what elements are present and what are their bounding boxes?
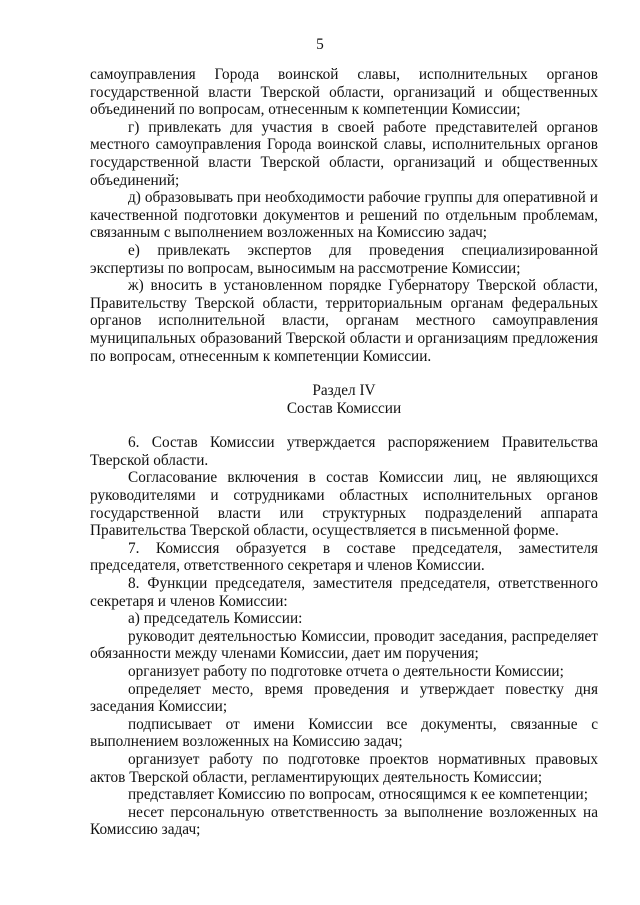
paragraph: д) образовывать при необходимости рабочие группы для оперативной и качественной подготовки документов и решений по отдельным проблемам, связанным с выполнением возложенных на Комиссию задач; [90, 189, 598, 242]
paragraph: организует работу по подготовке отчета о деятельности Комиссии; [128, 663, 564, 680]
paragraph: представляет Комиссию по вопросам, относящимся к ее компетенции; [128, 786, 588, 804]
paragraph: определяет место, время проведения и утверждает повестку дня заседания Комиссии; [90, 680, 598, 716]
paragraph: Согласование включения в состав Комиссии лиц, не являющихся руководителями и сотрудниками областных исполнительных органов государственной власти или структурных подразделений аппарата Правительства Тверской области, осуществляется в письменной форме. [90, 469, 598, 540]
paragraph: 6. Состав Комиссии утверждается распоряжением Правительства Тверской области. [90, 434, 598, 469]
document-body [90, 66, 598, 839]
paragraph: несет персональную ответственность за выполнение возложенных на Комиссию задач; [90, 803, 598, 839]
paragraph: е) привлекать экспертов для проведения специализированной экспертизы по вопросам, выносимым на рассмотрение Комиссии; [90, 241, 598, 277]
paragraph: подписывает от имени Комиссии все документы, связанные с выполнением возложенных на Комиссию задач; [90, 715, 598, 751]
paragraph: ж) вносить в установленном порядке Губернатору Тверской области, Правительству Тверской области, территориальным органам федеральных органов исполнительной власти, органам местного самоуправления муниципальных образований Тверской области и организациям предложения по вопросам, отнесенным к компетенции Комиссии. [90, 277, 598, 365]
paragraph: 8. Функции председателя, заместителя председателя, ответственного секретаря и членов Комиссии: [90, 575, 598, 610]
paragraph: организует работу по подготовке проектов нормативных правовых актов Тверской области, регламентирующих деятельность Комиссии; [90, 750, 598, 786]
paragraph: самоуправления Города воинской славы, исполнительных органов государственной власти Тверской области, организаций и общественных объединений по вопросам, отнесенным к компетенции Комиссии; [90, 66, 598, 119]
section-number: Раздел IV [312, 382, 376, 400]
paragraph: а) председатель Комиссии: [128, 610, 303, 628]
paragraph: руководит деятельностью Комиссии, проводит заседания, распределяет обязанности между членами Комиссии, дает им поручения; [90, 627, 598, 663]
page-number: 5 [316, 36, 324, 53]
paragraph: 7. Комиссия образуется в составе председателя, заместителя председателя, ответственного секретаря и членов Комиссии. [90, 539, 598, 575]
paragraph: г) привлекать для участия в своей работе представителей органов местного самоуправления Города воинской славы, исполнительных органов государственной власти Тверской области, организаций и общественных объединений; [90, 118, 598, 189]
section-title: Состав Комиссии [286, 399, 402, 417]
